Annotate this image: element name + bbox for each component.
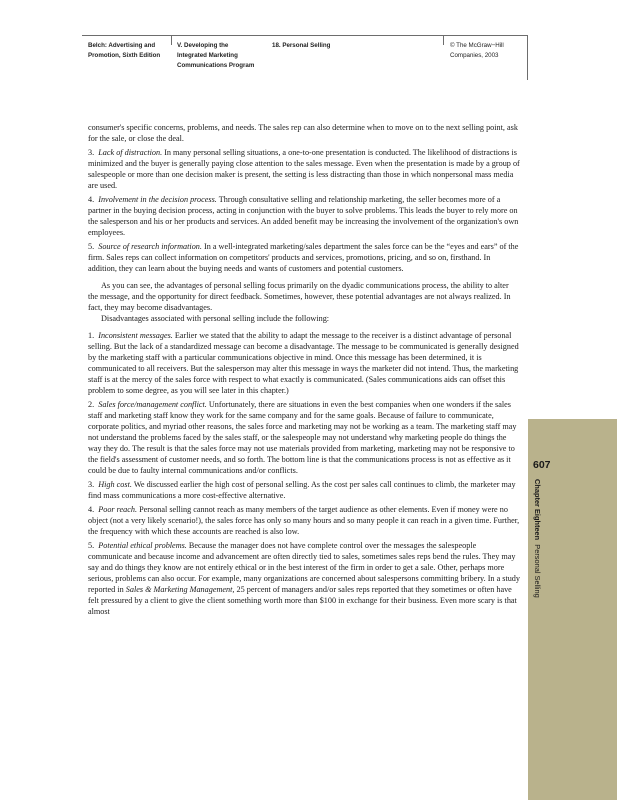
page-body — [88, 122, 520, 617]
header-divider — [443, 35, 444, 45]
summary-paragraph: As you can see, the advantages of personal selling focus primarily on the dyadic communications process, the ability to alter the message, and the opportunity for direct feedback. Sometimes, however, these potential advantages are not always realized. In fact, they may become disadvantages. — [88, 281, 511, 312]
header-divider — [171, 35, 172, 45]
header-chapter-title: 18. Personal Selling — [272, 42, 331, 49]
sidebar-chapter-label — [528, 479, 546, 603]
advantage-item: 5. Source of research information. In a well-integrated marketing/sales department the sales force can be the “eyes and ears” of the firm. Sales reps can collect information on competitors' products and services, promotions, pricing, and so on, firsthand. In addition, they can learn about the buying needs and wants of customers and potential customers. — [88, 242, 519, 273]
section-name: Personal Selling — [533, 544, 542, 598]
disadvantage-item: 2. Sales force/management conflict. Unfortunately, there are situations in even the best companies when one wonders if the sales staff and marketing staff know they work for the same company and for the same goals. Because of failure to communicate, corporate politics, and myriad other reasons, the sales force and marketing may not be working as a team. The marketing staff may not understand the problems faced by the sales staff, or the salespeople may not understand why marketing people do things the way they do. The result is that the sales force may not use materials provided from marketing, marketing may not be responsive to the field's assessment of customer needs, and so forth. The bottom line is that the communications process is not as effective as it could be due to faulty internal communications and/or conflicts. — [88, 400, 517, 475]
chapter-sidebar — [528, 419, 617, 800]
advantage-item: 3. Lack of distraction. In many personal selling situations, a one-to-one presentation is conducted. The likelihood of distractions is minimized and the buyer is generally paying close attention to the sales message. Even when the presentation is made by a group of salespeople or more than one decision maker is present, the setting is less distracting than those in which nonpersonal mass media are used. — [88, 148, 520, 190]
disadvantage-item: 3. High cost. We discussed earlier the high cost of personal selling. As the cost per sales call continues to climb, the marketer may find mass communications a more cost-effective alternative. — [88, 480, 516, 500]
header-copyright: © The McGraw−Hill Companies, 2003 — [450, 42, 504, 59]
disadvantage-item: 5. Potential ethical problems. Because the manager does not have complete control over the messages the salespeople communicate and because income and advancement are often directly tied to sales, sometimes sales reps bend the rules. They may say and do things they know are not entirely ethical or in the best interest of the firm in order to get a sale. Other, perhaps more serious, problems can also occur. For example, many organizations are concerned about salespersons committing bribery. In a study reported in Sales & Marketing Management, 25 percent of managers and/or sales reps reported that they sometimes or often have felt pressured by a client to give the client something worth more than $100 in exchange for their business. Even more scary is that almost — [88, 541, 520, 616]
header-book-title: Belch: Advertising and Promotion, Sixth Edition — [88, 42, 161, 59]
chapter-name: Chapter Eighteen — [533, 479, 542, 541]
header-divider — [527, 35, 528, 80]
intro-paragraph: consumer's specific concerns, problems, and needs. The sales rep can also determine when to move on to the next selling point, ask for the sale, or close the deal. — [88, 123, 518, 143]
header-part-title: V. Developing the Integrated Marketing Communications Program — [177, 42, 255, 69]
disadvantage-item: 4. Poor reach. Personal selling cannot reach as many members of the target audience as other elements. Even if money were no object (not a very likely scenario!), the sales force has only so many hours and so many people it can reach in a given time. Further, the frequency with which these accounts are reached is also low. — [88, 505, 520, 536]
disadvantages-intro: Disadvantages associated with personal selling include the following: — [101, 314, 330, 323]
page-header — [0, 0, 617, 80]
page-number: 607 — [533, 459, 551, 471]
advantage-item: 4. Involvement in the decision process. Through consultative selling and relationship marketing, the seller becomes more of a partner in the buying decision process, acting in conjunction with the buyer to solve problems. This leads the buyer to rely more on the salesperson and his or her products and services. An added benefit may be increasing the involvement of the organization's own employees. — [88, 195, 519, 237]
header-top-rule — [82, 35, 528, 36]
disadvantage-item: 1. Inconsistent messages. Earlier we stated that the ability to adapt the message to the receiver is a distinct advantage of personal selling. But the lack of a standardized message can become a disadvantage. The message to be communicated is generally designed by the marketing staff with a particular communications objective in mind. Once this message has been determined, it is communicated to all receivers. But the salesperson may alter this message in ways the marketer did not intend. Thus, the marketing staff is at the mercy of the sales force with respect to what exactly is communicated. (Sales communications aids can offset this problem to some degree, as you will see later in this chapter.) — [88, 331, 519, 395]
